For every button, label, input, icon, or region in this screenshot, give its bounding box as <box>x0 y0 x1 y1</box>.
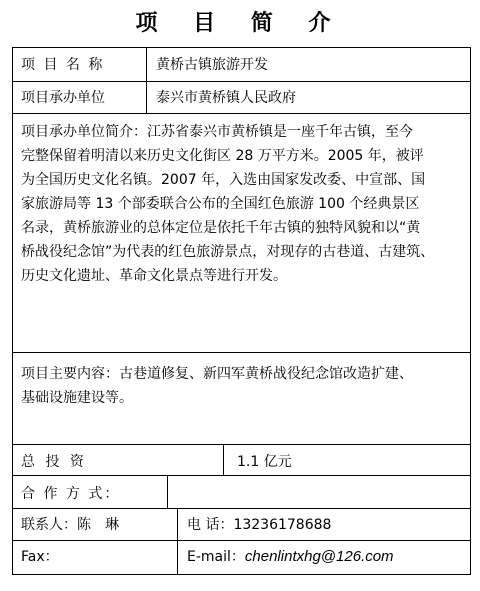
intro-line: 项目承办单位简介：江苏省泰兴市黄桥镇是一座千年古镇，至今 <box>21 124 413 140</box>
email-field <box>187 547 394 567</box>
undertaker-value: 泰兴市黄桥镇人民政府 <box>156 90 296 106</box>
intro-line: 历史文化遗址、革命文化景点等进行开发。 <box>21 268 287 284</box>
row-divider <box>13 113 470 114</box>
cooperation-label: 合 作 方 式： <box>21 486 121 502</box>
column-divider <box>177 508 178 575</box>
row-divider <box>13 81 470 82</box>
intro-line: 名录，黄桥旅游业的总体定位是依托千年古镇的独特风貌和以“黄 <box>21 220 421 236</box>
page-title: 项 目 简 介 <box>135 10 345 36</box>
project-name-label: 项 目 名 称 <box>21 57 105 73</box>
undertaker-label: 项目承办单位 <box>21 90 105 106</box>
intro-paragraph <box>21 120 434 288</box>
phone-value: 13236178688 <box>233 517 332 533</box>
intro-line: 完整保留着明清以来历史文化街区 28 万平方米。2005 年，被评 <box>21 148 424 164</box>
project-name-value: 黄桥古镇旅游开发 <box>156 57 268 73</box>
row-divider <box>13 475 470 476</box>
content-line: 项目主要内容：古巷道修复、新四军黄桥战役纪念馆改造扩建、 <box>21 366 413 382</box>
investment-label: 总 投 资 <box>21 454 87 470</box>
row-divider <box>13 444 470 445</box>
row-divider <box>13 540 470 541</box>
project-table <box>12 47 471 575</box>
phone-label: 电 话： <box>187 517 234 533</box>
email-label: E-mail： <box>187 549 245 565</box>
email-value[interactable]: chenlintxhg@126.com <box>244 548 394 565</box>
row-divider <box>13 508 470 509</box>
column-divider <box>223 444 224 475</box>
intro-line: 桥战役纪念馆”为代表的红色旅游景点，对现存的古巷道、古建筑、 <box>21 244 435 260</box>
intro-line: 为全国历史文化名镇。2007 年，入选由国家发改委、中宣部、国 <box>21 172 426 188</box>
column-divider <box>167 475 168 508</box>
fax-label: Fax： <box>21 549 59 565</box>
contact-label: 联系人：陈 琳 <box>21 517 119 533</box>
column-divider <box>146 48 147 113</box>
phone-field <box>187 515 331 535</box>
investment-value: 1.1 亿元 <box>237 454 292 470</box>
content-paragraph <box>21 362 413 410</box>
row-divider <box>13 352 470 353</box>
content-line: 基础设施建设等。 <box>21 390 133 406</box>
intro-line: 家旅游局等 13 个部委联合公布的全国红色旅游 100 个经典景区 <box>21 196 420 212</box>
